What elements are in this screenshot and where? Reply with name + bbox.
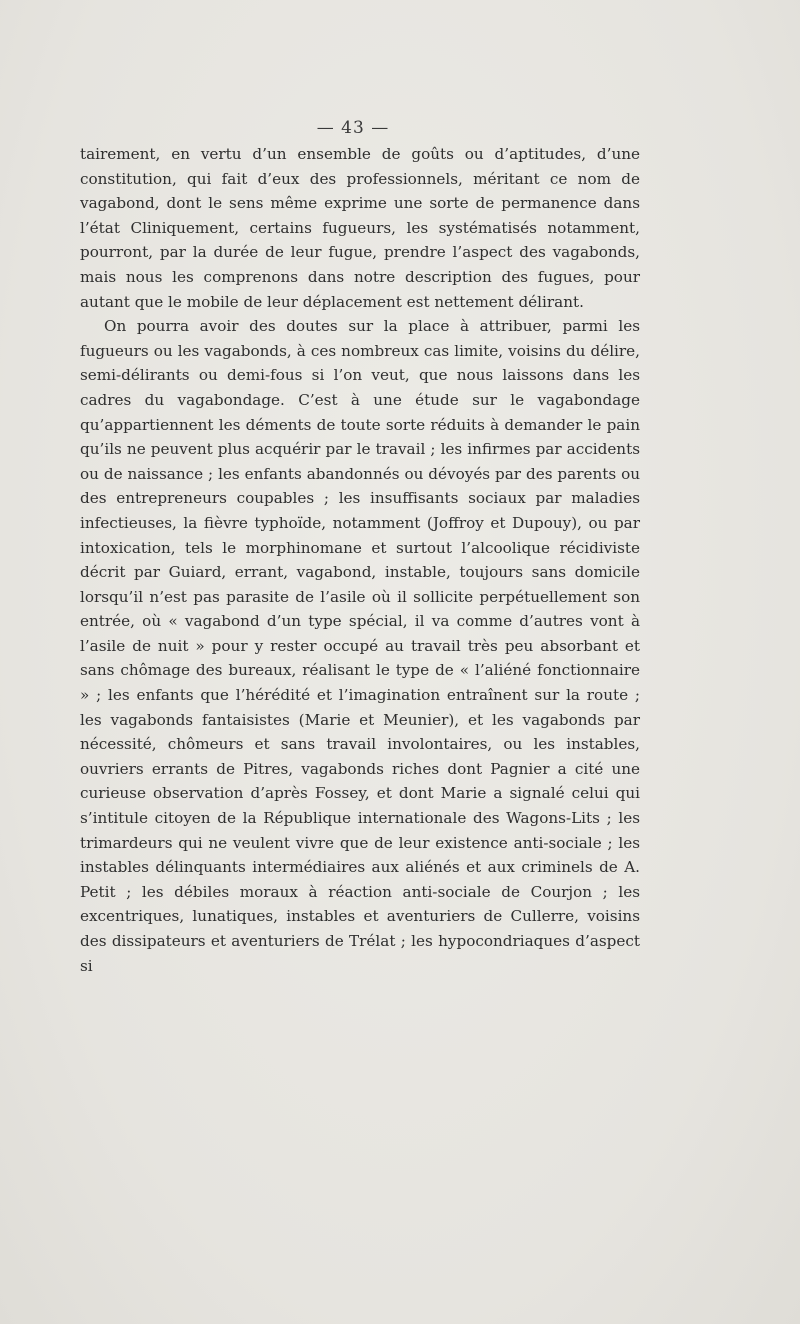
paragraph: On pourra avoir des doutes sur la place à attribuer, parmi les fugueurs ou les vagabonds, à ces nombreux cas limite, voisins du délire, semi-délirants ou demi-fous si l’on veut, que nous laissons dans les cadres du vagabondage. C’est à une étude sur le vagabondage qu’appartiennent les déments de toute sorte réduits à demander le pain qu’ils ne peuvent plus acquérir par le travail ; les infirmes par accidents ou de naissance ; les enfants abandonnés ou dévoyés par des parents ou des entrepreneurs coupables ; les insuffisants sociaux par maladies infectieuses, la fièvre typhoïde, notamment (Joffroy et Dupouy), ou par intoxication, tels le morphinomane et surtout l’alcoolique récidiviste décrit par Guiard, errant, vagabond, instable, toujours sans domicile lorsqu’il n’est pas parasite de l’asile où il sollicite perpétuellement son entrée, où « vagabond d’un type spécial, il va comme d’autres vont à l’asile de nuit » pour y rester occupé au travail très peu absorbant et sans chômage des bureaux, réalisant le type de « l’aliéné fonctionnaire » ; les enfants que l’hérédité et l’imagination entraînent sur la route ; les vagabonds fantaisistes (Marie et Meunier), et les vagabonds par nécessité, chômeurs et sans travail involontaires, ou les instables, ouvriers errants de Pitres, vagabonds riches dont Pagnier a cité une curieuse observation d’après Fossey, et dont Marie a signalé celui qui s’intitule citoyen de la République internationale des Wagons-Lits ; les trimardeurs qui ne veulent vivre que de leur existence anti-sociale ; les instables délinquants intermédiaires aux aliénés et aux criminels de A. Petit ; les débiles moraux à réaction anti-sociale de Courjon ; les excentriques, lunatiques, instables et aventuriers de Cullerre, voisins des dissipateurs et aventuriers de Trélat ; les hypocondriaques d’aspect si: [80, 317, 640, 975]
page-number: — 43 —: [316, 118, 390, 138]
paragraph-continuation: tairement, en vertu d’un ensemble de goûts ou d’aptitudes, d’une constitution, qui fait d’eux des professionnels, méritant ce nom de vagabond, dont le sens même exprime une sorte de permanence dans l’état Cliniquement, certains fugueurs, les systématisés notamment, pourront, par la durée de leur fugue, prendre l’aspect des vagabonds, mais nous les comprenons dans notre description des fugues, pour autant que le mobile de leur déplacement est nettement délirant.: [80, 145, 640, 311]
body-text: [80, 142, 640, 978]
